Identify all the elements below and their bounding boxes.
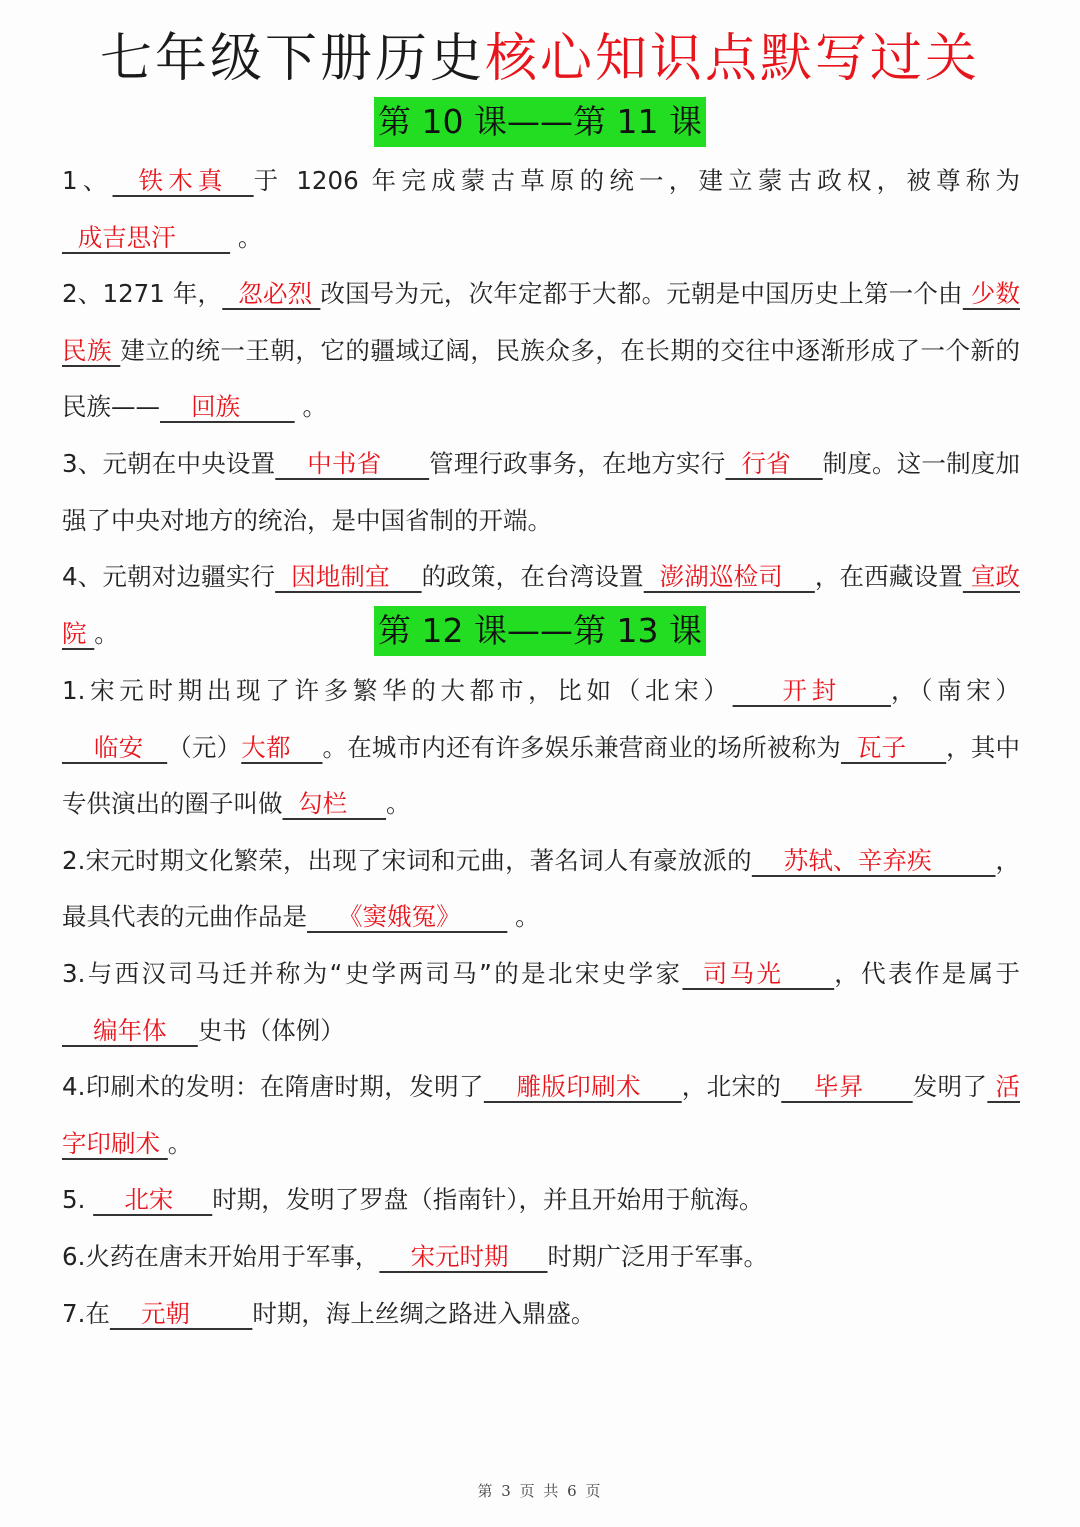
answer-blank: 铁木真 (112, 166, 254, 195)
lesson-banner-12-13: 第 12 课——第 13 课 (374, 606, 706, 656)
answer-blank: 忽必烈 (222, 279, 321, 309)
answer-blank: 勾栏 (282, 789, 387, 819)
question-text: 2、1271 年， (62, 279, 223, 309)
answer-blank: 行省 (725, 448, 823, 478)
question-text: 。在城市内还有许多娱乐兼营商业的场所被称为 (322, 732, 841, 762)
answer-blank: 澎湖巡检司 (643, 562, 815, 592)
question-text: 改国号为元，次年定都于大都。元朝是中国历史上第一个由 (320, 279, 963, 309)
answer-blank: 少数民族 (62, 279, 1020, 365)
answer-blank: 雕版印刷术 (483, 1072, 682, 1102)
title-black-part: 七年级下册历史 (99, 29, 485, 89)
answer-blank: 苏轼、辛弃疾 (751, 845, 996, 875)
lesson-banner-10-11: 第 10 课——第 11 课 (374, 97, 706, 147)
answer-blank: 活字印刷术 (62, 1072, 1021, 1158)
question-text: ，在西藏设置 (814, 562, 963, 592)
question-text: 1.宋元时期出现了许多繁华的大都市，比如（北宋） (62, 676, 733, 705)
question-text: 4、元朝对边疆实行 (62, 562, 276, 592)
answer-blank: 宣政院 (62, 562, 1021, 648)
question-text: 。 (386, 789, 411, 819)
question-text: 6.火药在唐末开始用于军事， (62, 1241, 380, 1271)
question-text: 4.印刷术的发明：在隋唐时期，发明了 (62, 1072, 484, 1102)
question-text: 。 (294, 392, 327, 422)
section-lessons-10-11 (62, 153, 1020, 662)
answer-blank: 开封 (732, 676, 891, 705)
question-text: ，最具代表的元曲作品是 (62, 845, 1020, 932)
question-text: 。 (230, 222, 263, 252)
question-text: ，北宋的 (681, 1072, 782, 1102)
question-text: 于 1206 年完成蒙古草原的统一，建立蒙古政权，被尊称为 (253, 166, 1021, 195)
answer-blank: 《窦娥冤》 (307, 902, 508, 932)
question-text: 2.宋元时期文化繁荣，出现了宋词和元曲，著名词人有豪放派的 (62, 845, 752, 875)
question-text: 史书（体例） (197, 1015, 345, 1045)
question-text: 7.在 (62, 1298, 110, 1328)
answer-blank: 中书省 (275, 448, 430, 478)
answer-blank: 北宋 (93, 1185, 213, 1215)
page-title (0, 24, 1080, 94)
question-text: 建立的统一王朝，它的疆域辽阔，民族众多，在长期的交往中逐渐形成了一个新的民族—— (62, 335, 1020, 422)
question-2 (62, 833, 1020, 946)
question-text: 3.与西汉司马迁并称为“史学两司马”的是北宋史学家 (62, 958, 683, 988)
question-text: ，其中专供演出的圈子叫做 (62, 732, 1021, 819)
answer-blank: 编年体 (62, 1015, 198, 1045)
question-text: 3、元朝在中央设置 (62, 448, 276, 478)
question-1 (62, 153, 1020, 266)
question-text: 发明了 (912, 1072, 988, 1102)
question-3 (62, 436, 1020, 549)
question-5 (62, 1172, 1020, 1229)
answer-blank: 毕昇 (781, 1072, 913, 1102)
question-text: 。 (167, 1128, 193, 1158)
answer-blank: 元朝 (109, 1298, 253, 1328)
question-text: （元） (167, 732, 242, 762)
question-2 (62, 266, 1020, 436)
question-text: ，代表作是属于 (834, 958, 1021, 988)
answer-blank: 回族 (160, 392, 295, 422)
question-3 (62, 946, 1020, 1059)
question-text: 时期，海上丝绸之路进入鼎盛。 (252, 1298, 596, 1328)
question-text: 管理行政事务，在地方实行 (429, 448, 726, 478)
page-number-footer: 第 3 页 共 6 页 (477, 1482, 603, 1500)
question-text: 。 (94, 618, 119, 648)
question-7 (62, 1286, 1020, 1343)
answer-blank: 成吉思汗 (62, 222, 231, 252)
answer-blank: 因地制宜 (275, 562, 422, 592)
answer-blank: 临安 (62, 732, 168, 762)
question-text: 。 (507, 902, 540, 932)
question-text: 5. (62, 1185, 94, 1215)
title-red-part: 核心知识点默写过关 (485, 29, 981, 89)
question-text: ，（南宋） (890, 676, 1021, 705)
question-6 (62, 1229, 1020, 1286)
answer-blank: 司马光 (682, 958, 835, 988)
answer-blank: 宋元时期 (379, 1241, 548, 1271)
question-text: 的政策，在台湾设置 (421, 562, 644, 592)
answer-blank: 瓦子 (840, 732, 947, 762)
question-1 (62, 663, 1020, 833)
question-text: 制度。这一制度加强了中央对地方的统治，是中国省制的开端。 (62, 448, 1020, 535)
question-4 (62, 1059, 1020, 1172)
question-text: 1、 (62, 166, 113, 195)
section-lessons-12-13 (62, 663, 1020, 1342)
question-text: 时期广泛用于军事。 (547, 1241, 768, 1271)
question-text: 时期，发明了罗盘（指南针），并且开始用于航海。 (212, 1185, 764, 1215)
answer-blank: 大都 (241, 732, 323, 762)
